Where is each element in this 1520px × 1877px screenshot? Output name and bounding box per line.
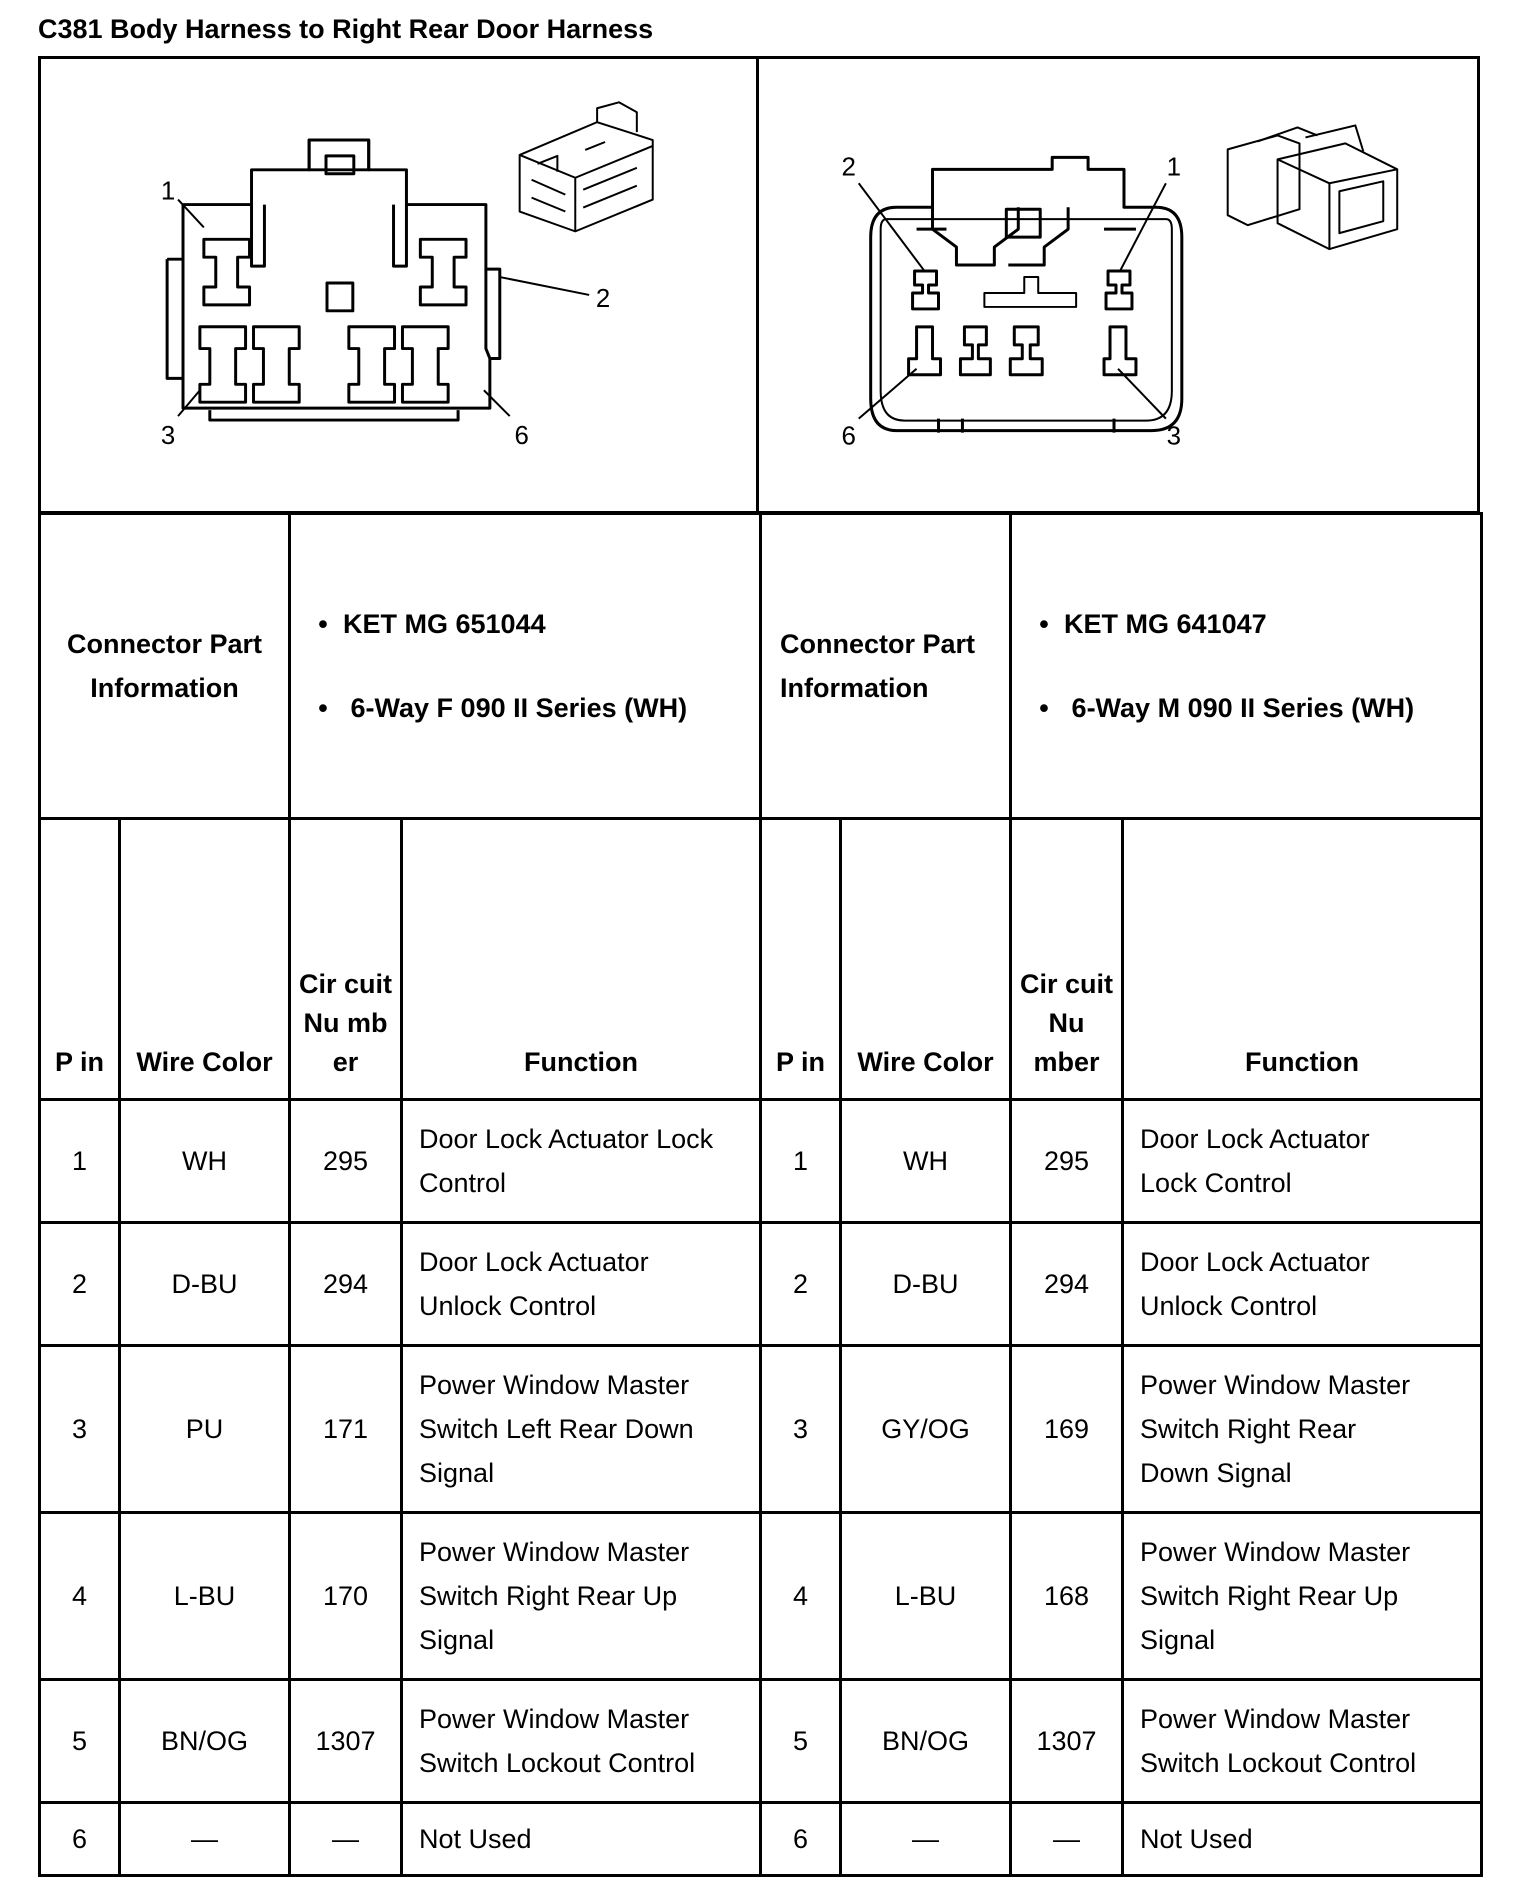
header-pin: P in [761,819,841,1100]
table-row [40,1223,1482,1346]
right-pin-callout-2: 2 [841,153,856,182]
circuit-cell: 1307 [1011,1680,1123,1803]
circuit-cell: 294 [290,1223,402,1346]
left-part-number-1: KET MG 651044 [343,609,546,639]
circuit-cell: 295 [1011,1100,1123,1223]
circuit-cell: 294 [1011,1223,1123,1346]
left-part-number-item [303,686,747,730]
function-cell: Door Lock Actuator Unlock Control [402,1223,761,1346]
table-row [40,1513,1482,1680]
column-header-row [40,819,1482,1100]
connector-diagrams [38,56,1480,514]
pin-cell: 2 [761,1223,841,1346]
pin-cell: 5 [761,1680,841,1803]
wire-color-cell: GY/OG [841,1346,1011,1513]
function-cell: Door Lock Actuator Unlock Control [1123,1223,1482,1346]
right-pin-callout-6: 6 [841,422,856,451]
header-circuit-number: Cir cuit Nu mber [1011,819,1123,1100]
wire-color-cell: D-BU [120,1223,290,1346]
page-title: C381 Body Harness to Right Rear Door Harness [38,14,654,44]
circuit-cell: — [1011,1803,1123,1876]
pin-cell: 1 [40,1100,120,1223]
right-connector-diagram [759,59,1477,511]
circuit-cell: 171 [290,1346,402,1513]
left-pin-callout-3: 3 [160,421,176,450]
right-part-number-item [1024,686,1468,730]
function-cell: Power Window Master Switch Right Rear Up Signal [1123,1513,1482,1680]
left-connector-face-drawing [41,59,756,511]
circuit-cell: 1307 [290,1680,402,1803]
wire-color-cell: — [841,1803,1011,1876]
header-function: Function [402,819,761,1100]
bullet: • [318,609,328,639]
pin-cell: 3 [761,1346,841,1513]
left-pin-callout-1: 1 [160,177,176,206]
right-pin-callout-1: 1 [1166,153,1182,182]
function-cell: Door Lock Actuator Lock Control [402,1100,761,1223]
circuit-cell: 168 [1011,1513,1123,1680]
wire-color-cell: BN/OG [120,1680,290,1803]
header-wire-color: Wire Color [841,819,1011,1100]
wire-color-cell: BN/OG [841,1680,1011,1803]
left-pin-callout-6: 6 [514,421,529,450]
bullet: • [1039,693,1049,723]
connector-part-info-row [40,514,1482,819]
function-cell: Power Window Master Switch Lockout Control [402,1680,761,1803]
function-cell: Not Used [402,1803,761,1876]
pin-cell: 5 [40,1680,120,1803]
table-row [40,1803,1482,1876]
circuit-cell: 169 [1011,1346,1123,1513]
function-cell: Door Lock Actuator Lock Control [1123,1100,1482,1223]
right-pin-callout-3: 3 [1166,422,1182,451]
circuit-cell: 170 [290,1513,402,1680]
right-part-info-label: Connector Part Information [761,514,1011,819]
wire-color-cell: D-BU [841,1223,1011,1346]
function-cell: Power Window Master Switch Right Rear Down Signal [1123,1346,1482,1513]
left-pin-callout-2: 2 [595,284,611,313]
wire-color-cell: L-BU [841,1513,1011,1680]
wire-color-cell: PU [120,1346,290,1513]
circuit-cell: 295 [290,1100,402,1223]
wire-color-cell: — [120,1803,290,1876]
function-cell: Power Window Master Switch Right Rear Up Signal [402,1513,761,1680]
pin-cell: 4 [40,1513,120,1680]
pinout-table [38,512,1483,1877]
left-part-number-2: 6-Way F 090 II Series (WH) [350,693,688,723]
wire-color-cell: WH [841,1100,1011,1223]
function-cell: Power Window Master Switch Left Rear Down Signal [402,1346,761,1513]
right-part-number-2: 6-Way M 090 II Series (WH) [1071,693,1415,723]
left-part-number-item [303,602,747,646]
pinout-table-wrapper [38,512,1480,1877]
bullet: • [318,693,328,723]
left-part-numbers [290,514,761,819]
pin-cell: 1 [761,1100,841,1223]
pin-cell: 4 [761,1513,841,1680]
right-part-numbers [1011,514,1482,819]
function-cell: Not Used [1123,1803,1482,1876]
pin-cell: 2 [40,1223,120,1346]
table-row [40,1680,1482,1803]
bullet: • [1039,609,1049,639]
right-connector-face-drawing [759,59,1477,511]
header-circuit-number: Cir cuit Nu mb er [290,819,402,1100]
left-connector-diagram [41,59,759,511]
table-row [40,1346,1482,1513]
pin-cell: 6 [40,1803,120,1876]
wire-color-cell: WH [120,1100,290,1223]
wire-color-cell: L-BU [120,1513,290,1680]
right-part-number-1: KET MG 641047 [1064,609,1267,639]
header-function: Function [1123,819,1482,1100]
header-wire-color: Wire Color [120,819,290,1100]
header-pin: P in [40,819,120,1100]
function-cell: Power Window Master Switch Lockout Control [1123,1680,1482,1803]
pin-cell: 6 [761,1803,841,1876]
left-part-info-label: Connector Part Information [40,514,290,819]
circuit-cell: — [290,1803,402,1876]
right-part-number-item [1024,602,1468,646]
table-row [40,1100,1482,1223]
pin-cell: 3 [40,1346,120,1513]
